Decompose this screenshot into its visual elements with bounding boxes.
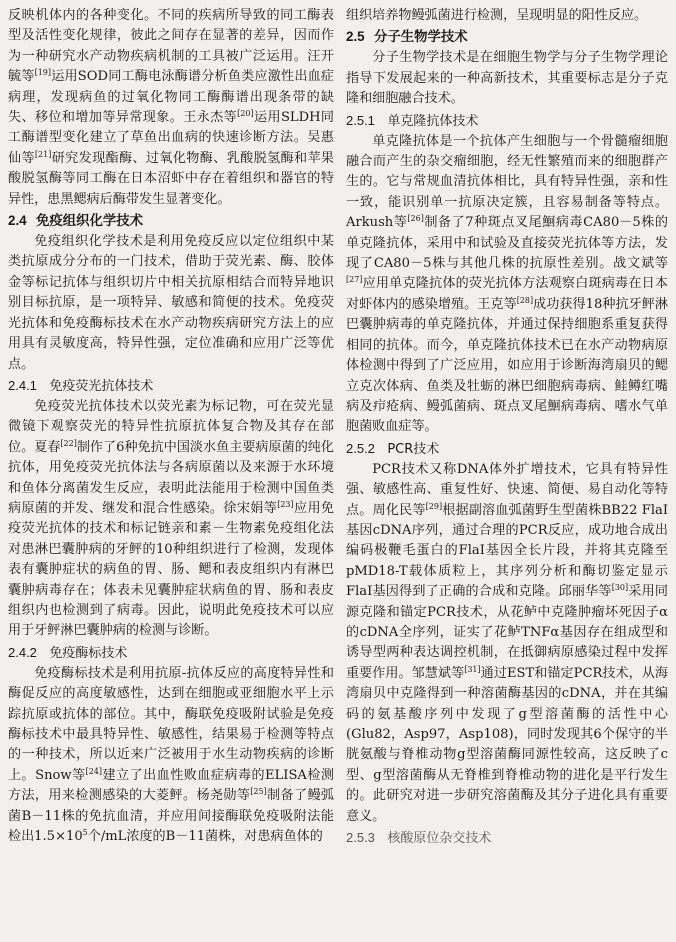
section-heading-2-5: 2.5 分子生物学技术 [346,29,468,46]
paragraph-isoenzyme: 反映机体内的各种变化。不同的疾病所导致的同工酶表型及活性变化规律，彼此之间存在显著的差异，因而作为一种研究水产动物疾病机制的工具被广泛运用。汪开毓等[19]运用SOD同工酶电泳酶谱分析鱼类应激性出血症病理，发现病鱼的过氧化物同工酶酶谱出现条带的缺失、移位和增加等异常现象。王永杰等[20]运用SLDH同工酶谱型变化建立了草鱼出血病的快速诊断方法。吴惠仙等[21]研究发现酯酶、过氧化物酶、乳酸脱氢酶和苹果酸脱氢酶等同工酶在日本沼虾中存在着组织和器官的特异性，患黑鳃病后酶带发生显著变化。 [8,8,335,207]
paragraph-immunoenzyme: 免疫酶标技术是利用抗原-抗体反应的高度特异性和酶促反应的高度敏感性，达到在细胞或亚细胞水平上示踪抗原或抗体的部位。其中，酶联免疫吸附试验是免疫酶标技术中最具特异性、敏感性，结果易于检测等特点的一种技术，所以近来广泛被用于水生动物疾病的诊断上。Snow等[24]建立了出血性败血症病毒的ELISA检测方法，用来检测感染的大菱鲆。杨尧勋等[25]制备了鳗弧菌B－11株的免抗血清，并应用间接酶联免疫吸附法能检出$1.5\times 10^5$个/mL浓度的B－11菌株，对患病鱼体的 [8,665,335,845]
citation-22: [22] [60,438,77,448]
citation-20: [20] [237,109,254,119]
citation-28: [28] [516,295,534,305]
paragraph-continuation: 组织培养物鳗弧菌进行检测，呈现明显的阳性反应。 [346,8,648,23]
citation-23: [23] [277,499,294,509]
exponent: 5 [82,828,88,838]
citation-27: [27] [346,275,363,285]
section-heading-2-5-2: 2.5.2 PCR技术 [346,440,440,457]
citation-19: [19] [34,68,52,78]
citation-21: [21] [34,149,52,159]
paragraph-pcr: PCR技术又称DNA体外扩增技术，它具有特异性强、敏感性高、重复性好、快速、简便、易自动化等特点。周化民等[29]根据副溶血弧菌野生型菌株BB22 FlaI基因cDNA序列，通过合理的PCR反应，成功地合成出编码极鞭毛蛋白的FlaI基因全长片段，并将其克隆至pMD18-T载体质粒上，其序列分析和酶切鉴定显示FlaI基因得到了正确的合成和克隆。邱丽华等[30]采用同源克隆和锚定PCR技术，从花鲈中克隆肿瘤坏死因子α的cDNA全序列，证实了花鲈TNFα基因存在组成型和诱导型两种表达调控机制，在抵御病原感染过程中发挥重要作用。邹慧斌等[31]通过EST和锚定PCR技术，从海湾扇贝中克隆得到一种溶菌酶基因的cDNA，并在其编码的氨基酸序列中发现了g型溶菌酶的活性中心(Glu82，Asp97，Asp108)，同时发现其6个保守的半胱氨酸与脊椎动物g型溶菌酶同源性较高，这反映了c型、g型溶菌酶从无脊椎到脊椎动物的进化是平行发生的。此研究对进一步研究溶菌酶及其分子进化具有重要意义。 [346,461,669,824]
section-heading-2-4: 2.4 免疫组织化学技术 [8,213,144,230]
paragraph-immunohistochemistry: 免疫组织化学技术是利用免疫反应以定位组织中某类抗原成分分布的一门技术，借助于荧光素、酶、胶体金等标记抗体与组织切片中相关抗原相结合而特异地识别目标抗原，是一项特异、敏感和简便的技术。免疫荧光抗体和免疫酶标技术在水产动物疾病研究方法上的应用具有灵敏度高，特异性强，定位准确和应用广泛等优点。 [8,234,334,372]
paragraph-monoclonal-antibody: 单克隆抗体是一个抗体产生细胞与一个骨髓瘤细胞融合而产生的杂交瘤细胞，经无性繁殖而来的细胞群产生的。它与常规血清抗体相比，具有特异性强，亲和性一致，能识别单一抗原决定簇，且容易制备等特点。Arkush等[26]制备了7种斑点叉尾鮰病毒CA80－5株的单克隆抗体，采用中和试验及直接荧光抗体等方法，发现了CA80－5株与其他几株的抗原性差别。战文斌等[27]应用单克隆抗体的荧光抗体方法观察白斑病毒在日本对虾体内的感染增殖。王克等[28]成功获得18种抗牙鲆淋巴囊肿病毒的单克隆抗体，并通过保持细胞系重复获得相同的抗体。而今，单克隆抗体技术已在水产动物病原体检测中得到了广泛应用，如应用于诊断海湾扇贝的鳃立克次体病、鱼类及牡蛎的淋巴细胞病毒病、鲑鳟红嘴病及疖疮病、鳗弧菌病、斑点叉尾鮰病毒病、嗜水气单胞菌败血症等。 [346,133,668,435]
citation-29: [29] [425,501,443,511]
right-column [346,6,668,849]
citation-26: [26] [407,214,424,224]
section-heading-2-4-1: 2.4.1 免疫荧光抗体技术 [8,377,154,394]
citation-25: [25] [250,787,267,797]
citation-31: [31] [464,664,481,674]
paragraph-molecular-biology: 分子生物学技术是在细胞生物学与分子生物学理论指导下发展起来的一种高新技术，其重要标志是分子克隆和细胞融合技术。 [346,50,668,107]
section-heading-2-4-2: 2.4.2 免疫酶标技术 [8,644,128,661]
citation-30: [30] [611,583,629,593]
section-heading-2-5-3: 2.5.3 核酸原位杂交技术 [346,830,492,847]
paragraph-immunofluorescence: 免疫荧光抗体技术以荧光素为标记物，可在荧光显微镜下观察荧光的特异性抗原抗体复合物及其存在部位。夏春[22]制作了6种免抗中国淡水鱼主要病原菌的纯化抗体，用免疫荧光抗体法与各病原菌以及来源于水环境和鱼体分离菌发生反应，表明此法能用于检测中国鱼类病原菌的并发、继发和混合性感染。徐宋娟等[23]应用免疫荧光抗体的技术和标记链亲和素－生物素免疫组化法对患淋巴囊肿病的牙鲆的10种组织进行了检测，发现体表有囊肿症状的病鱼的胃、肠、鳃和表皮组织内有淋巴囊肿病毒存在；体表未见囊肿症状病鱼的胃、肠和表皮组织内也检测到了病毒。因此，说明此免疫技术可以应用于牙鲆淋巴囊肿病的检测与诊断。 [8,398,335,639]
section-heading-2-5-1: 2.5.1 单克隆抗体技术 [346,112,479,129]
citation-24: [24] [85,766,103,776]
left-column [8,6,334,847]
